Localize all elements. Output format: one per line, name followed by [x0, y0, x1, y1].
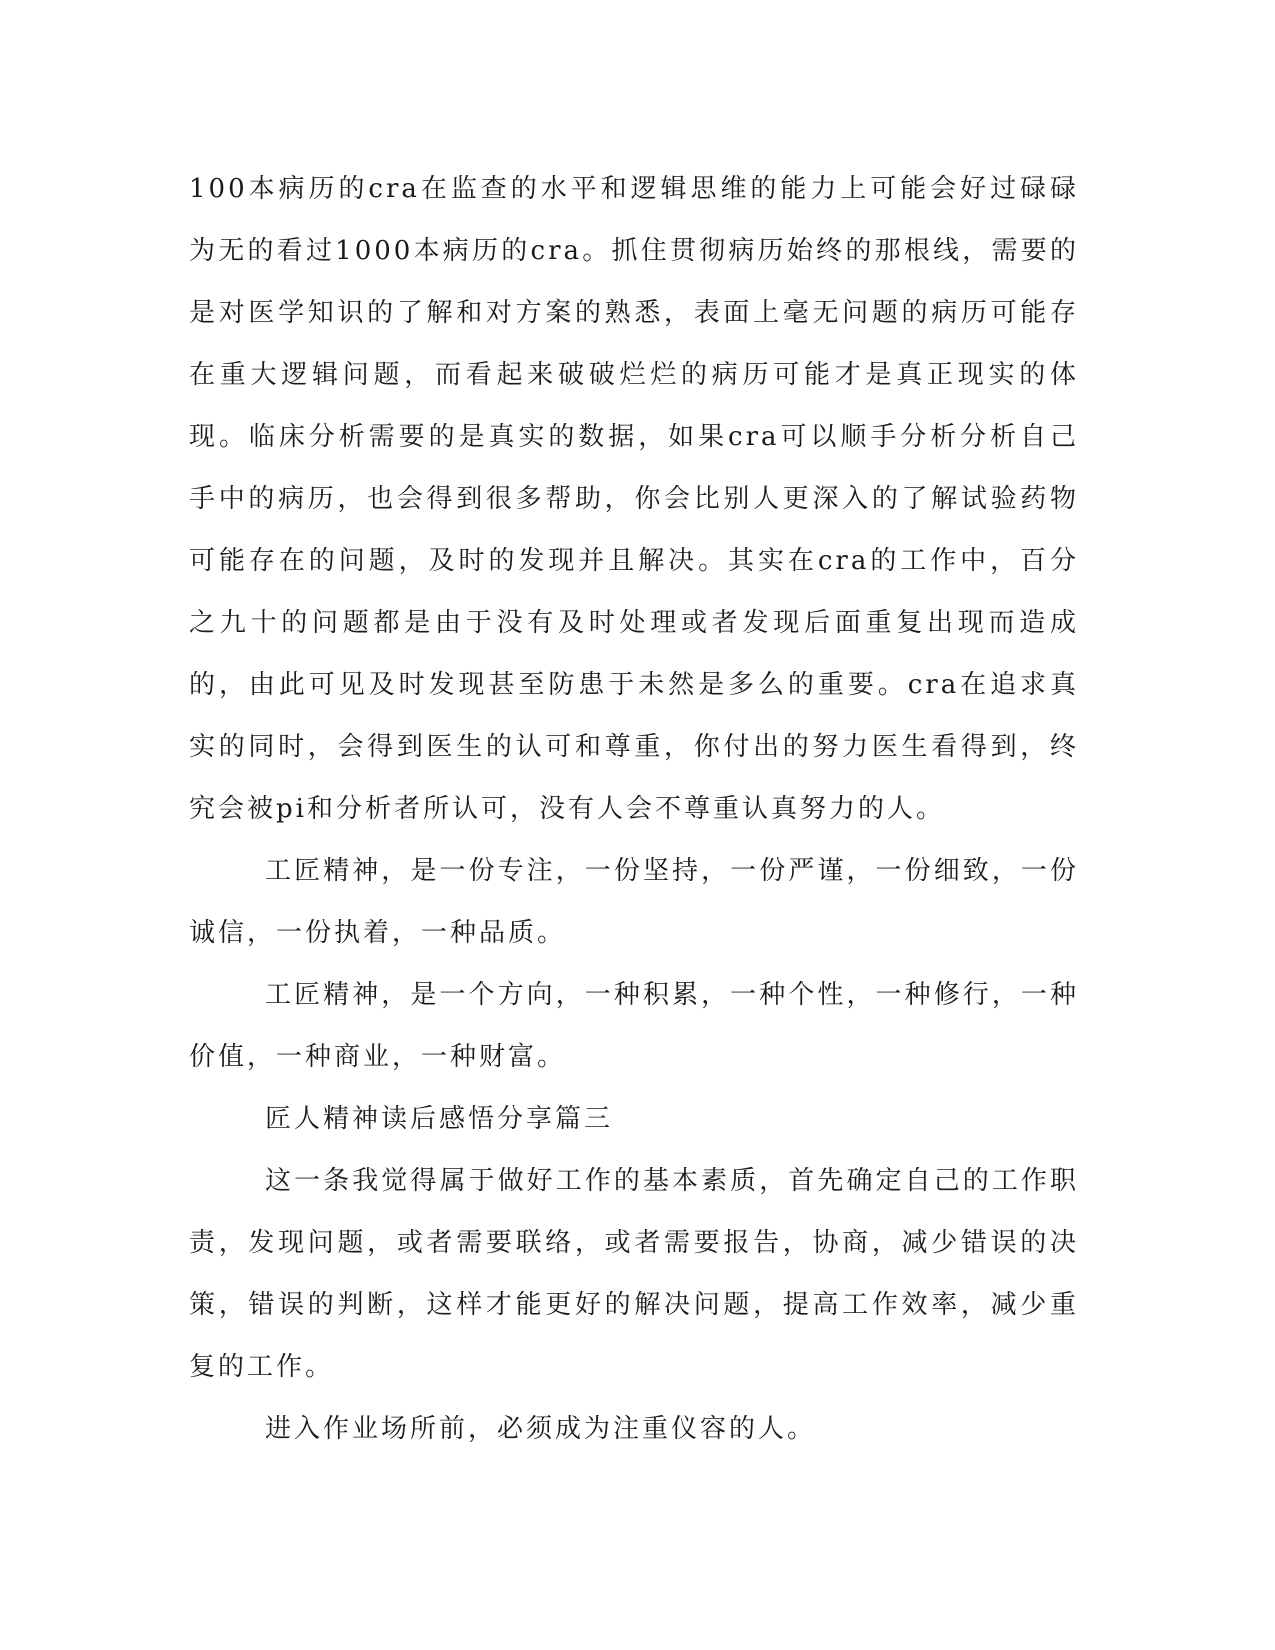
body-paragraph-2: 工匠精神，是一份专注，一份坚持，一份严谨，一份细致，一份诚信，一份执着，一种品质。 [189, 856, 1079, 948]
body-paragraph-4: 这一条我觉得属于做好工作的基本素质，首先确定自己的工作职责，发现问题，或者需要联络，或者需要报告，协商，减少错误的决策，错误的判断，这样才能更好的解决问题，提高工作效率，减少重复的工作。 [189, 1166, 1079, 1382]
body-paragraph-1: 100本病历的cra在监查的水平和逻辑思维的能力上可能会好过碌碌为无的看过1000本病历的cra。抓住贯彻病历始终的那根线，需要的是对医学知识的了解和对方案的熟悉，表面上毫无问题的病历可能存在重大逻辑问题，而看起来破破烂烂的病历可能才是真正现实的体现。临床分析需要的是真实的数据，如果cra可以顺手分析分析自己手中的病历，也会得到很多帮助，你会比别人更深入的了解试验药物可能存在的问题，及时的发现并且解决。其实在cra的工作中，百分之九十的问题都是由于没有及时处理或者发现后面重复出现而造成的，由此可见及时发现甚至防患于未然是多么的重要。cra在追求真实的同时，会得到医生的认可和尊重，你付出的努力医生看得到，终究会被pi和分析者所认可，没有人会不尊重认真努力的人。 [189, 174, 1079, 824]
body-paragraph-5: 进入作业场所前，必须成为注重仪容的人。 [265, 1414, 817, 1444]
document-body [189, 158, 1079, 1460]
section-heading: 匠人精神读后感悟分享篇三 [265, 1104, 614, 1134]
body-paragraph-3: 工匠精神，是一个方向，一种积累，一种个性，一种修行，一种价值，一种商业，一种财富。 [189, 980, 1079, 1072]
